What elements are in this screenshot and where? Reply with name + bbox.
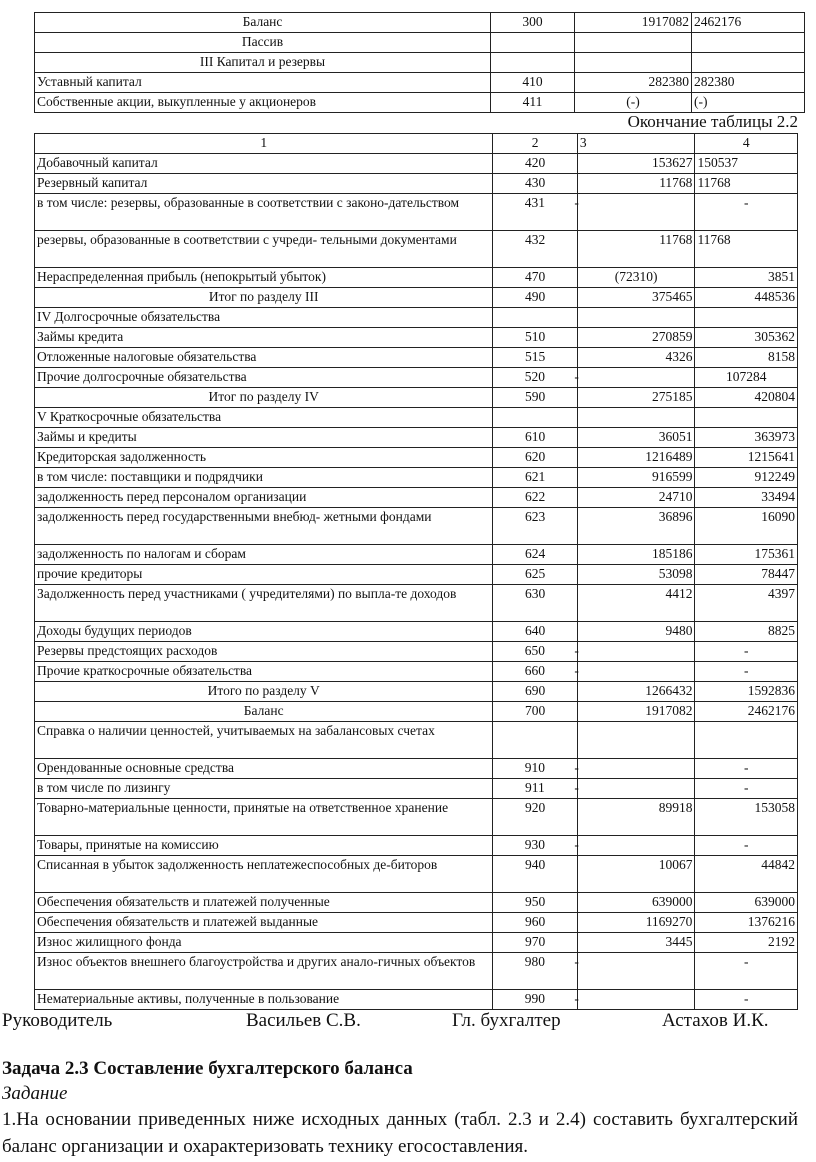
row-value-start	[577, 722, 695, 759]
table-row	[35, 231, 798, 268]
row-value-end: 363973	[695, 428, 798, 448]
table-row	[35, 408, 798, 428]
table-row	[35, 288, 798, 308]
row-code: 515	[493, 348, 577, 368]
row-value-start: 185186	[577, 545, 695, 565]
row-value-start: 1266432	[577, 682, 695, 702]
row-value-end	[692, 53, 805, 73]
table-row	[35, 388, 798, 408]
head-name: Васильев С.В.	[246, 1010, 361, 1031]
table-row	[35, 913, 798, 933]
row-value-end: 2462176	[692, 13, 805, 33]
row-value-end	[692, 33, 805, 53]
row-value-start	[577, 953, 695, 990]
table-row	[35, 799, 798, 836]
row-code: 620	[493, 448, 577, 468]
table-caption: Окончание таблицы 2.2	[627, 112, 798, 131]
row-value-end: 912249	[695, 468, 798, 488]
row-value-end: 11768	[695, 174, 798, 194]
row-value-start: 4412	[577, 585, 695, 622]
row-value-start: 53098	[577, 565, 695, 585]
table-row	[35, 702, 798, 722]
row-value-end: -	[695, 759, 798, 779]
table-row	[35, 508, 798, 545]
row-name: V Краткосрочные обязательства	[35, 408, 493, 428]
row-code: 930 -	[493, 836, 577, 856]
row-name: Прочие долгосрочные обязательства	[35, 368, 493, 388]
row-value-end: 11768	[695, 231, 798, 268]
row-value-end	[695, 308, 798, 328]
row-code: 431 -	[493, 194, 577, 231]
row-value-end	[695, 408, 798, 428]
table-row	[35, 348, 798, 368]
row-value-end: -	[695, 662, 798, 682]
row-code: 920	[493, 799, 577, 836]
row-value-start	[577, 308, 695, 328]
row-name: Товарно-материальные ценности, принятые на ответственное хранение	[35, 799, 493, 836]
row-name: Добавочный капитал	[35, 154, 493, 174]
row-name: III Капитал и резервы	[35, 53, 491, 73]
row-value-start: 275185	[577, 388, 695, 408]
table-row	[35, 933, 798, 953]
row-code: 650 -	[493, 642, 577, 662]
table-row	[35, 268, 798, 288]
table-row	[35, 308, 798, 328]
row-name: резервы, образованные в соответствии с учреди- тельными документами	[35, 231, 493, 268]
row-value-start: 36896	[577, 508, 695, 545]
row-code: 630	[493, 585, 577, 622]
balance-main-table	[34, 133, 798, 1010]
table-row	[35, 488, 798, 508]
row-code: 622	[493, 488, 577, 508]
table-row	[35, 836, 798, 856]
row-value-start: 10067	[577, 856, 695, 893]
row-code: 590	[493, 388, 577, 408]
row-name: Обеспечения обязательств и платежей полученные	[35, 893, 493, 913]
row-name: IV Долгосрочные обязательства	[35, 308, 493, 328]
row-code: 432	[493, 231, 577, 268]
row-code	[491, 33, 575, 53]
row-value-start	[577, 779, 695, 799]
table-row	[35, 585, 798, 622]
row-value-start: 11768	[577, 174, 695, 194]
row-value-start: 1917082	[577, 702, 695, 722]
row-value-end: 1592836	[695, 682, 798, 702]
row-value-start: (-)	[575, 93, 692, 113]
row-value-end: 448536	[695, 288, 798, 308]
row-name: задолженность перед государственными внебюд- жетными фондами	[35, 508, 493, 545]
row-value-start: 153627	[577, 154, 695, 174]
row-value-end: 2192	[695, 933, 798, 953]
dash-mark: -	[574, 991, 579, 1006]
row-value-end: -	[695, 836, 798, 856]
row-value-start	[577, 194, 695, 231]
row-code	[493, 722, 577, 759]
row-value-end: 44842	[695, 856, 798, 893]
row-name: Итог по разделу IV	[35, 388, 493, 408]
row-code: 610	[493, 428, 577, 448]
table-row	[35, 428, 798, 448]
task-label: Задание	[2, 1083, 68, 1104]
row-value-start	[577, 759, 695, 779]
dash-mark: -	[574, 369, 579, 384]
row-name: Займы кредита	[35, 328, 493, 348]
row-code: 300	[491, 13, 575, 33]
row-name: прочие кредиторы	[35, 565, 493, 585]
row-code: 623	[493, 508, 577, 545]
row-value-start: 1216489	[577, 448, 695, 468]
table-row	[35, 33, 805, 53]
row-value-end: -	[695, 990, 798, 1010]
row-name: Нераспределенная прибыль (непокрытый убыток)	[35, 268, 493, 288]
row-value-end: 175361	[695, 545, 798, 565]
row-name: задолженность перед персоналом организации	[35, 488, 493, 508]
row-name: Итого по разделу V	[35, 682, 493, 702]
row-value-start: 282380	[575, 73, 692, 93]
dash-mark: -	[574, 195, 579, 210]
row-value-end: 33494	[695, 488, 798, 508]
table-row	[35, 953, 798, 990]
row-value-end: 420804	[695, 388, 798, 408]
row-name: задолженность по налогам и сборам	[35, 545, 493, 565]
row-name: Уставный капитал	[35, 73, 491, 93]
task-text: 1.На основании приведенных ниже исходных данных (табл. 2.3 и 2.4) составить бухгалтерский баланс организации и охарактеризовать технику егосоставления.	[2, 1109, 798, 1157]
row-code: 690	[493, 682, 577, 702]
row-code: 970	[493, 933, 577, 953]
row-code: 911 -	[493, 779, 577, 799]
row-value-start	[577, 662, 695, 682]
row-value-start	[577, 408, 695, 428]
row-value-start: 36051	[577, 428, 695, 448]
row-code: 510	[493, 328, 577, 348]
row-value-start: 639000	[577, 893, 695, 913]
row-value-end: (-)	[692, 93, 805, 113]
row-name: в том числе по лизингу	[35, 779, 493, 799]
row-code: 980 -	[493, 953, 577, 990]
table-row	[35, 468, 798, 488]
row-name: Резервный капитал	[35, 174, 493, 194]
header-col-3: 3	[577, 134, 695, 154]
table-header-row	[35, 134, 798, 154]
row-name: Итог по разделу III	[35, 288, 493, 308]
accountant-name: Астахов И.К.	[662, 1010, 769, 1031]
row-name: Товары, принятые на комиссию	[35, 836, 493, 856]
row-value-end: 3851	[695, 268, 798, 288]
row-code: 910 -	[493, 759, 577, 779]
header-col-1: 1	[35, 134, 493, 154]
row-value-start: 916599	[577, 468, 695, 488]
row-value-end: 1215641	[695, 448, 798, 468]
row-code	[493, 308, 577, 328]
row-value-start	[577, 642, 695, 662]
dash-mark: -	[574, 760, 579, 775]
table-row	[35, 328, 798, 348]
row-value-end: 78447	[695, 565, 798, 585]
row-value-start: (72310)	[577, 268, 695, 288]
row-code: 625	[493, 565, 577, 585]
row-value-start: 375465	[577, 288, 695, 308]
row-value-start: 89918	[577, 799, 695, 836]
table-row	[35, 368, 798, 388]
table-row	[35, 779, 798, 799]
dash-mark: -	[574, 643, 579, 658]
header-col-4: 4	[695, 134, 798, 154]
row-value-start: 270859	[577, 328, 695, 348]
table-row	[35, 448, 798, 468]
row-code: 940	[493, 856, 577, 893]
table-row	[35, 73, 805, 93]
row-code: 660 -	[493, 662, 577, 682]
row-value-end: 2462176	[695, 702, 798, 722]
row-name: Пассив	[35, 33, 491, 53]
row-value-end	[695, 722, 798, 759]
row-code: 420	[493, 154, 577, 174]
row-name: Кредиторская задолженность	[35, 448, 493, 468]
row-code: 470	[493, 268, 577, 288]
table-row	[35, 622, 798, 642]
row-value-start	[575, 53, 692, 73]
head-label: Руководитель	[2, 1010, 113, 1031]
row-code: 621	[493, 468, 577, 488]
row-value-start: 9480	[577, 622, 695, 642]
dash-mark: -	[574, 780, 579, 795]
table-row	[35, 194, 798, 231]
row-name: Износ объектов внешнего благоустройства и других анало-гичных объектов	[35, 953, 493, 990]
row-name: Списанная в убыток задолженность неплатежеспособных де-биторов	[35, 856, 493, 893]
row-value-end: 16090	[695, 508, 798, 545]
row-name: Справка о наличии ценностей, учитываемых на забалансовых счетах	[35, 722, 493, 759]
row-value-start: 24710	[577, 488, 695, 508]
accountant-label: Гл. бухгалтер	[452, 1010, 561, 1031]
row-value-end: 8158	[695, 348, 798, 368]
row-value-start	[575, 33, 692, 53]
row-value-start: 11768	[577, 231, 695, 268]
table-row	[35, 893, 798, 913]
row-value-end: 153058	[695, 799, 798, 836]
row-code: 430	[493, 174, 577, 194]
row-code: 960	[493, 913, 577, 933]
table-row	[35, 990, 798, 1010]
row-name: Отложенные налоговые обязательства	[35, 348, 493, 368]
row-code: 490	[493, 288, 577, 308]
row-value-start: 1169270	[577, 913, 695, 933]
row-value-end: -	[695, 642, 798, 662]
table-row	[35, 642, 798, 662]
row-value-end: 150537	[695, 154, 798, 174]
row-name: Износ жилищного фонда	[35, 933, 493, 953]
row-value-start: 1917082	[575, 13, 692, 33]
row-value-end: 8825	[695, 622, 798, 642]
table-row	[35, 174, 798, 194]
table-row	[35, 53, 805, 73]
table-row	[35, 154, 798, 174]
row-name: Резервы предстоящих расходов	[35, 642, 493, 662]
row-code	[491, 53, 575, 73]
row-value-end: 107284	[695, 368, 798, 388]
row-code	[493, 408, 577, 428]
row-name: Баланс	[35, 13, 491, 33]
row-name: Орендованные основные средства	[35, 759, 493, 779]
table-row	[35, 682, 798, 702]
header-col-2: 2	[493, 134, 577, 154]
row-value-end: -	[695, 779, 798, 799]
row-value-end: 4397	[695, 585, 798, 622]
row-name: в том числе: резервы, образованные в соответствии с законо-дательством	[35, 194, 493, 231]
row-value-end: -	[695, 194, 798, 231]
table-row	[35, 759, 798, 779]
dash-mark: -	[574, 663, 579, 678]
row-code: 520 -	[493, 368, 577, 388]
row-code: 990 -	[493, 990, 577, 1010]
row-name: Обеспечения обязательств и платежей выданные	[35, 913, 493, 933]
row-value-start: 4326	[577, 348, 695, 368]
row-name: Прочие краткосрочные обязательства	[35, 662, 493, 682]
row-value-start	[577, 990, 695, 1010]
row-name: Задолженность перед участниками ( учредителями) по выпла-те доходов	[35, 585, 493, 622]
row-name: Баланс	[35, 702, 493, 722]
table-row	[35, 565, 798, 585]
row-code: 640	[493, 622, 577, 642]
task-title: Задача 2.3 Составление бухгалтерского баланса	[2, 1058, 413, 1079]
row-value-end: 1376216	[695, 913, 798, 933]
row-name: Займы и кредиты	[35, 428, 493, 448]
row-value-start	[577, 836, 695, 856]
table-row	[35, 545, 798, 565]
dash-mark: -	[574, 837, 579, 852]
table-row	[35, 722, 798, 759]
row-code: 411	[491, 93, 575, 113]
row-name: в том числе: поставщики и подрядчики	[35, 468, 493, 488]
row-code: 700	[493, 702, 577, 722]
row-value-end: 639000	[695, 893, 798, 913]
table-row	[35, 662, 798, 682]
row-name: Доходы будущих периодов	[35, 622, 493, 642]
row-name: Собственные акции, выкупленные у акционеров	[35, 93, 491, 113]
row-name: Нематериальные активы, полученные в пользование	[35, 990, 493, 1010]
row-code: 410	[491, 73, 575, 93]
row-value-end: -	[695, 953, 798, 990]
row-value-end: 282380	[692, 73, 805, 93]
row-value-end: 305362	[695, 328, 798, 348]
row-code: 950	[493, 893, 577, 913]
dash-mark: -	[574, 954, 579, 969]
row-value-start: 3445	[577, 933, 695, 953]
table-row	[35, 13, 805, 33]
table-row	[35, 856, 798, 893]
balance-top-table	[34, 12, 805, 113]
row-value-start	[577, 368, 695, 388]
table-row	[35, 93, 805, 113]
row-code: 624	[493, 545, 577, 565]
